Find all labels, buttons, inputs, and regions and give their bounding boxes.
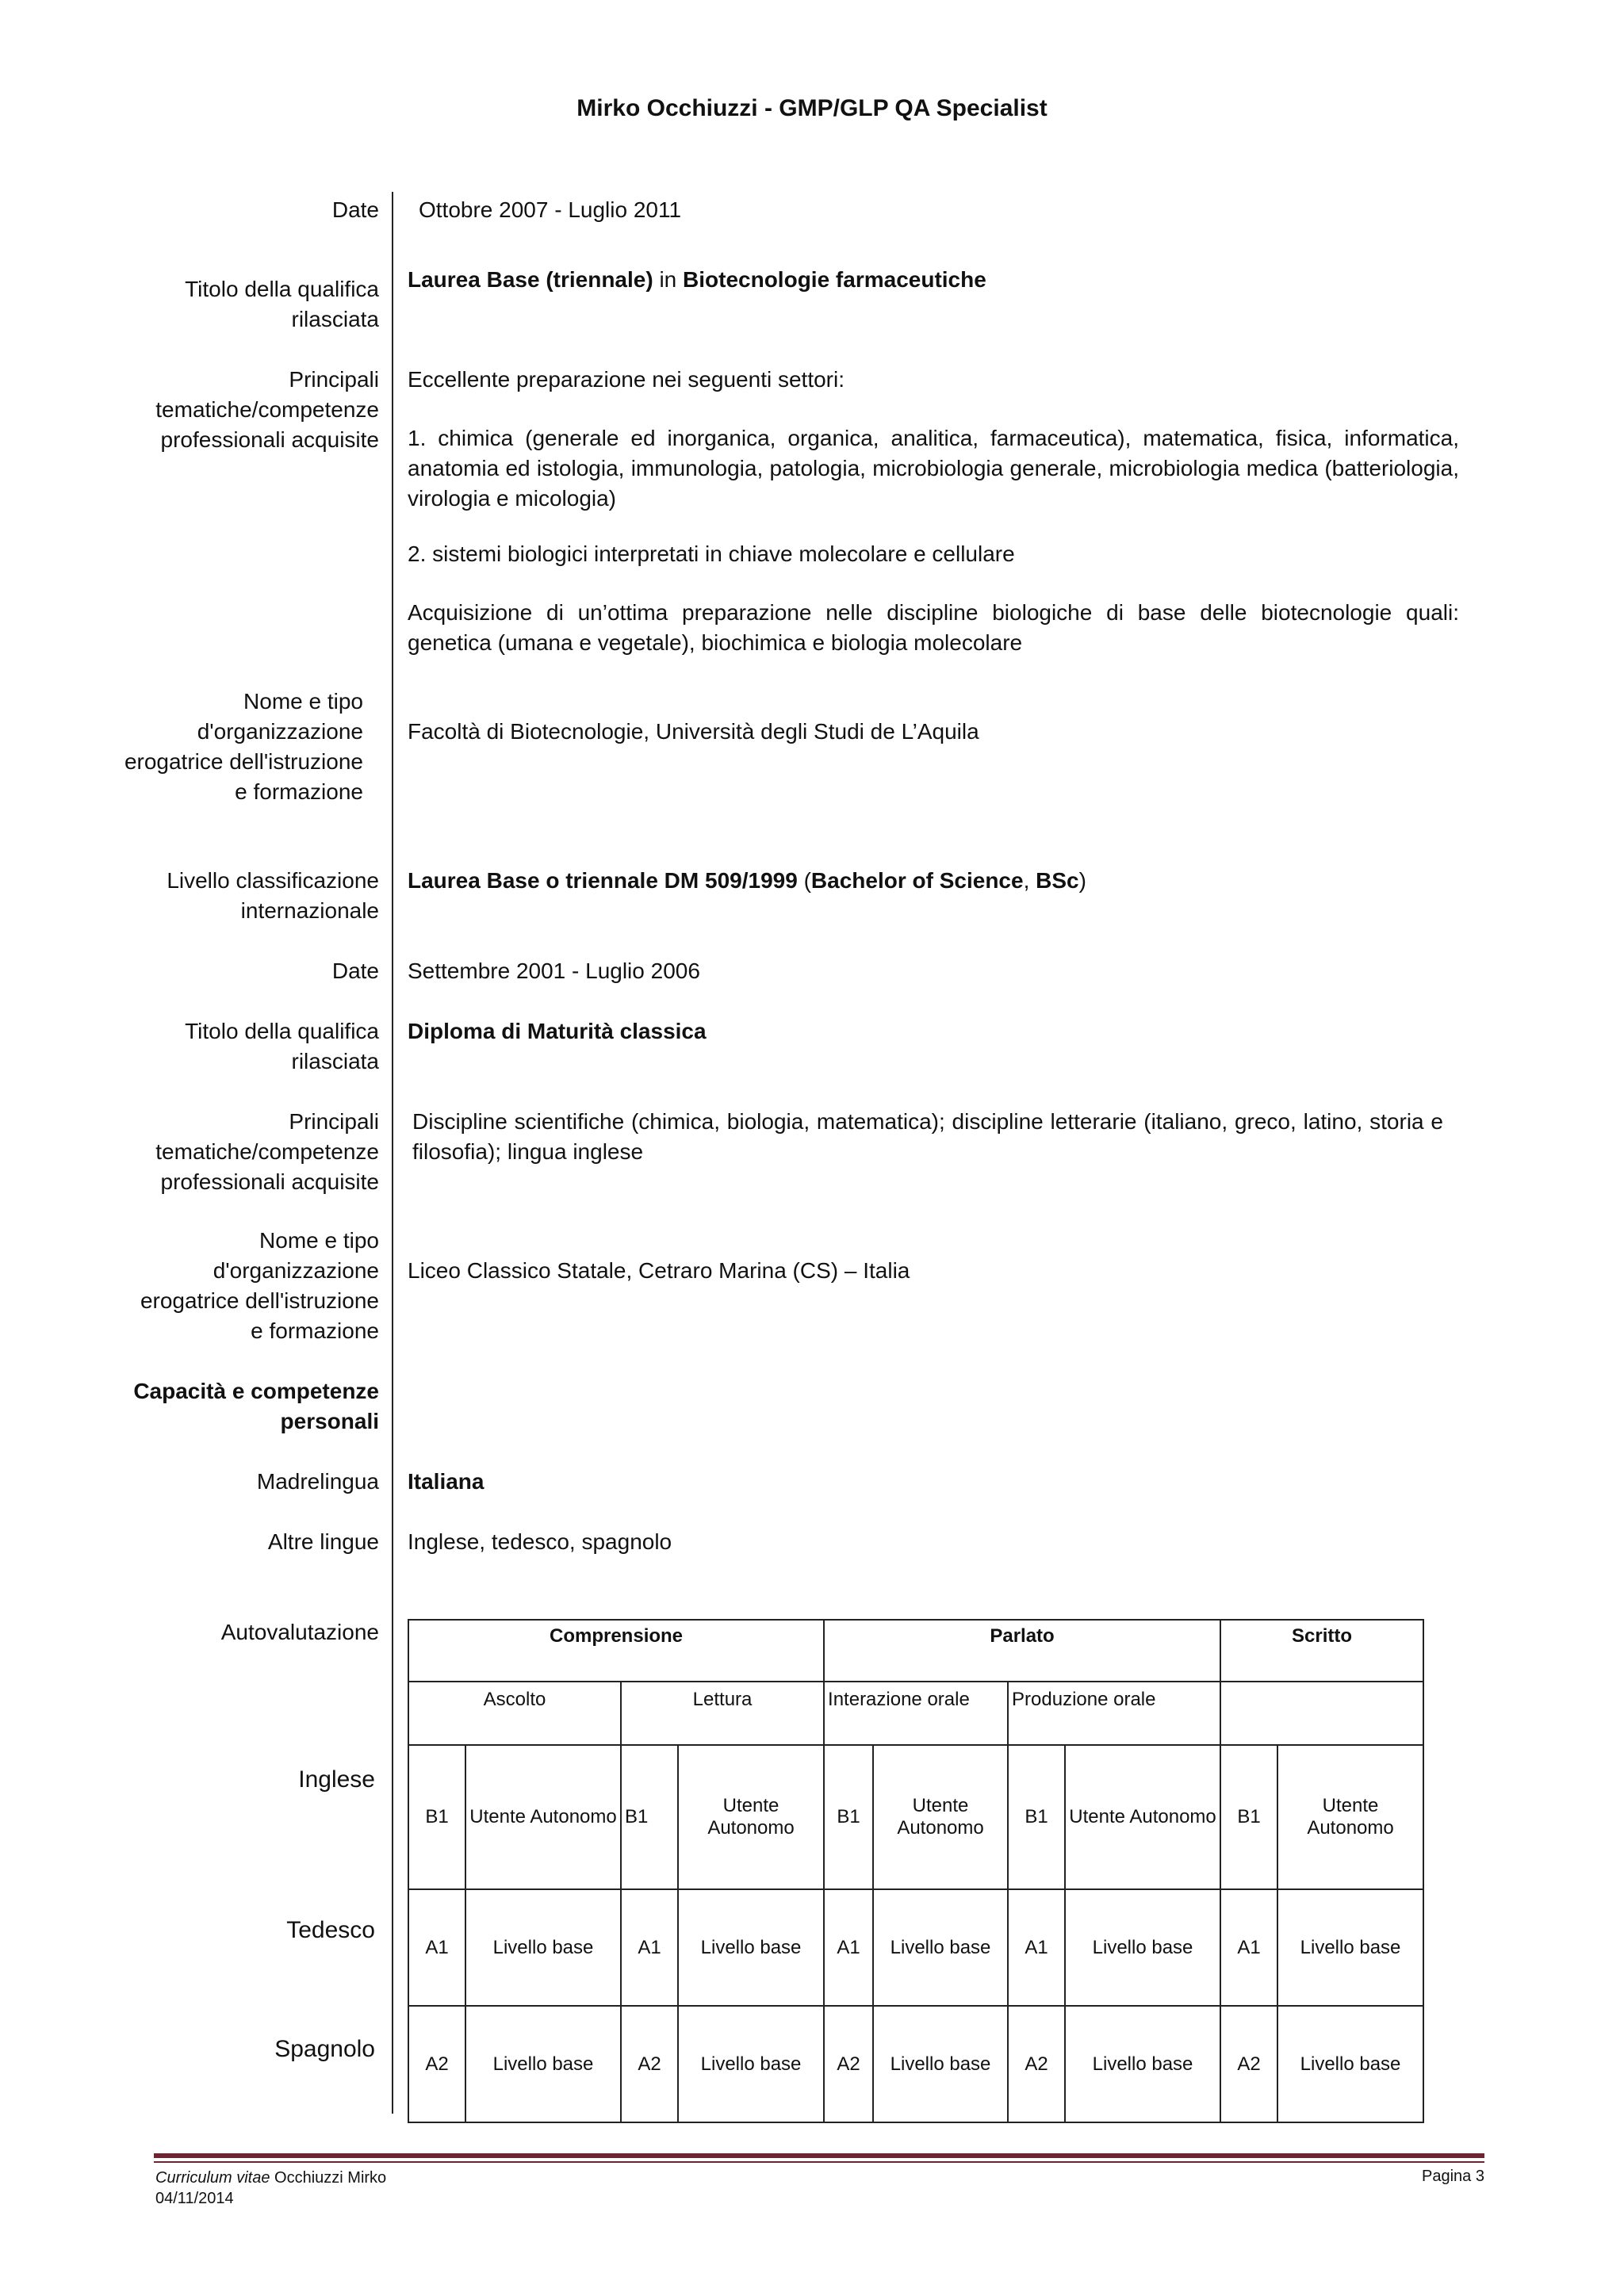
organization-label-line: erogatrice dell'istruzione	[124, 749, 363, 774]
qualification-label	[185, 274, 379, 335]
level-cell: A1	[1008, 1889, 1065, 2006]
skills-heading-line: personali	[280, 1409, 379, 1433]
footer-cv-name: Occhiuzzi Mirko	[270, 2169, 387, 2187]
header-comprehension: Comprensione	[408, 1620, 824, 1682]
qualification-degree: Laurea Base (triennale)	[408, 267, 653, 292]
table-row	[408, 1889, 1423, 2006]
qualification-label-line: rilasciata	[291, 307, 379, 331]
qualification-label-line: Titolo della qualifica	[185, 1019, 379, 1043]
header-speaking: Parlato	[824, 1620, 1220, 1682]
desc-cell: Livello base	[678, 1889, 824, 2006]
level-english: Bachelor of Science	[810, 868, 1024, 893]
subheader-writing-empty	[1220, 1682, 1423, 1745]
level-punct: (	[797, 868, 811, 893]
self-assessment-label: Autovalutazione	[220, 1620, 379, 1644]
level-cell: A2	[1008, 2006, 1065, 2122]
page-title: Mirko Occhiuzzi - GMP/GLP QA Specialist	[576, 95, 1048, 121]
footer-cv-italic: Curriculum vitae	[155, 2169, 270, 2187]
date-value: Ottobre 2007 - Luglio 2011	[419, 197, 682, 222]
desc-cell: Livello base	[873, 1889, 1008, 2006]
topics-label-line: tematiche/competenze	[155, 1139, 379, 1164]
qualification-label	[185, 1016, 379, 1077]
desc-cell: Livello base	[465, 2006, 621, 2122]
organization-label-line: erogatrice dell'istruzione	[140, 1288, 379, 1313]
level-cell: B1	[1220, 1745, 1277, 1889]
desc-cell: Utente Autonomo	[1277, 1745, 1423, 1889]
desc-cell: Livello base	[1277, 2006, 1423, 2122]
level-label	[167, 866, 379, 926]
organization-label-line: Nome e tipo	[259, 1228, 379, 1253]
footer-rule-thin	[154, 2161, 1484, 2163]
level-cell: A1	[408, 1889, 465, 2006]
page-number: Pagina 3	[1422, 2168, 1484, 2185]
language-table	[408, 1619, 1424, 2123]
qualification-degree: Diploma di Maturità classica	[408, 1019, 707, 1043]
level-label-line: Livello classificazione	[167, 868, 379, 893]
level-punct: ,	[1023, 868, 1036, 893]
level-cell: A1	[824, 1889, 873, 2006]
topics-intro: Eccellente preparazione nei seguenti settori:	[408, 367, 845, 392]
topics-label	[155, 365, 379, 455]
level-degree: Laurea Base o triennale DM 509/1999	[408, 868, 798, 893]
desc-cell: Livello base	[1277, 1889, 1423, 2006]
topics-label-line: professionali acquisite	[160, 427, 379, 452]
level-cell: A1	[621, 1889, 678, 2006]
level-cell: A1	[1220, 1889, 1277, 2006]
footer-left	[155, 2168, 386, 2209]
footer-cv-line	[155, 2168, 386, 2188]
language-name-german: Tedesco	[286, 1917, 375, 1943]
footer-rule	[154, 2153, 1484, 2158]
level-value	[408, 866, 1086, 896]
topics-label	[155, 1107, 379, 1197]
table-row	[408, 1745, 1423, 1889]
other-languages-label: Altre lingue	[267, 1529, 379, 1554]
level-label-line: internazionale	[240, 898, 379, 923]
level-cell: B1	[621, 1745, 678, 1889]
footer-date: 04/11/2014	[155, 2190, 234, 2207]
qualification-label-line: Titolo della qualifica	[185, 277, 379, 301]
mother-tongue-label: Madrelingua	[256, 1469, 379, 1494]
subheader-interaction: Interazione orale	[824, 1682, 1008, 1745]
organization-label	[140, 1226, 379, 1346]
level-cell: B1	[408, 1745, 465, 1889]
organization-label-line: d'organizzazione	[213, 1258, 379, 1283]
topics-label-line: Principali	[289, 1109, 379, 1134]
level-cell: B1	[824, 1745, 873, 1889]
date-label: Date	[331, 959, 379, 983]
topics-paragraph-2: 2. sistemi biologici interpretati in chiave molecolare e cellulare	[408, 541, 1015, 566]
level-cell: A2	[621, 2006, 678, 2122]
qualification-connector: in	[653, 267, 684, 292]
skills-heading-line: Capacità e competenze	[133, 1379, 379, 1403]
topics-paragraph-1: 1. chimica (generale ed inorganica, organica, analitica, farmaceutica), matematica, fisica, informatica, anatomia ed istologia, immunologia, patologia, microbiologia generale, microbiologia medica (batteriologia, virologia e micologia)	[408, 426, 1459, 511]
qualification-value	[408, 1016, 707, 1047]
desc-cell: Livello base	[873, 2006, 1008, 2122]
desc-cell: Utente Autonomo	[465, 1745, 621, 1889]
header-writing: Scritto	[1220, 1620, 1423, 1682]
topics-label-line: Principali	[289, 367, 379, 392]
desc-cell: Utente Autonomo	[1065, 1745, 1220, 1889]
level-cell: A2	[408, 2006, 465, 2122]
desc-cell: Utente Autonomo	[678, 1745, 824, 1889]
desc-cell: Livello base	[678, 2006, 824, 2122]
level-abbr: BSc	[1036, 868, 1079, 893]
language-name-english: Inglese	[298, 1766, 375, 1793]
topics-paragraph-3: Acquisizione di un’ottima preparazione nelle discipline biologiche di base delle biotecnologie quali: genetica (umana e vegetale), biochimica e biologia molecolare	[408, 600, 1459, 655]
organization-label-line: Nome e tipo	[243, 689, 363, 714]
qualification-field: Biotecnologie farmaceutiche	[683, 267, 986, 292]
desc-cell: Livello base	[1065, 2006, 1220, 2122]
level-cell: A2	[1220, 2006, 1277, 2122]
desc-cell: Livello base	[465, 1889, 621, 2006]
date-label: Date	[331, 197, 379, 222]
organization-value: Facoltà di Biotecnologie, Università degli Studi de L’Aquila	[408, 719, 979, 744]
subheader-reading: Lettura	[621, 1682, 824, 1745]
subheader-production: Produzione orale	[1008, 1682, 1220, 1745]
column-divider	[392, 192, 393, 2114]
other-languages-value: Inglese, tedesco, spagnolo	[408, 1529, 672, 1554]
subheader-listening: Ascolto	[408, 1682, 621, 1745]
table-row	[408, 2006, 1423, 2122]
topics-value: Discipline scientifiche (chimica, biologia, matematica); discipline letterarie (italiano, greco, latino, storia e filosofia); lingua inglese	[412, 1109, 1443, 1164]
topics-label-line: professionali acquisite	[160, 1169, 379, 1194]
level-cell: A2	[824, 2006, 873, 2122]
qualification-value	[408, 265, 986, 295]
organization-label-line: e formazione	[251, 1318, 379, 1343]
qualification-label-line: rilasciata	[291, 1049, 379, 1073]
skills-heading	[133, 1376, 379, 1437]
mother-tongue-value: Italiana	[408, 1469, 485, 1494]
language-name-spanish: Spagnolo	[274, 2036, 375, 2062]
desc-cell: Utente Autonomo	[873, 1745, 1008, 1889]
level-punct: )	[1078, 868, 1086, 893]
date-value: Settembre 2001 - Luglio 2006	[408, 959, 700, 983]
desc-cell: Livello base	[1065, 1889, 1220, 2006]
organization-value: Liceo Classico Statale, Cetraro Marina (CS) – Italia	[408, 1258, 910, 1283]
organization-label	[124, 687, 363, 807]
organization-label-line: e formazione	[235, 779, 363, 804]
organization-label-line: d'organizzazione	[197, 719, 363, 744]
topics-label-line: tematiche/competenze	[155, 397, 379, 422]
level-cell: B1	[1008, 1745, 1065, 1889]
